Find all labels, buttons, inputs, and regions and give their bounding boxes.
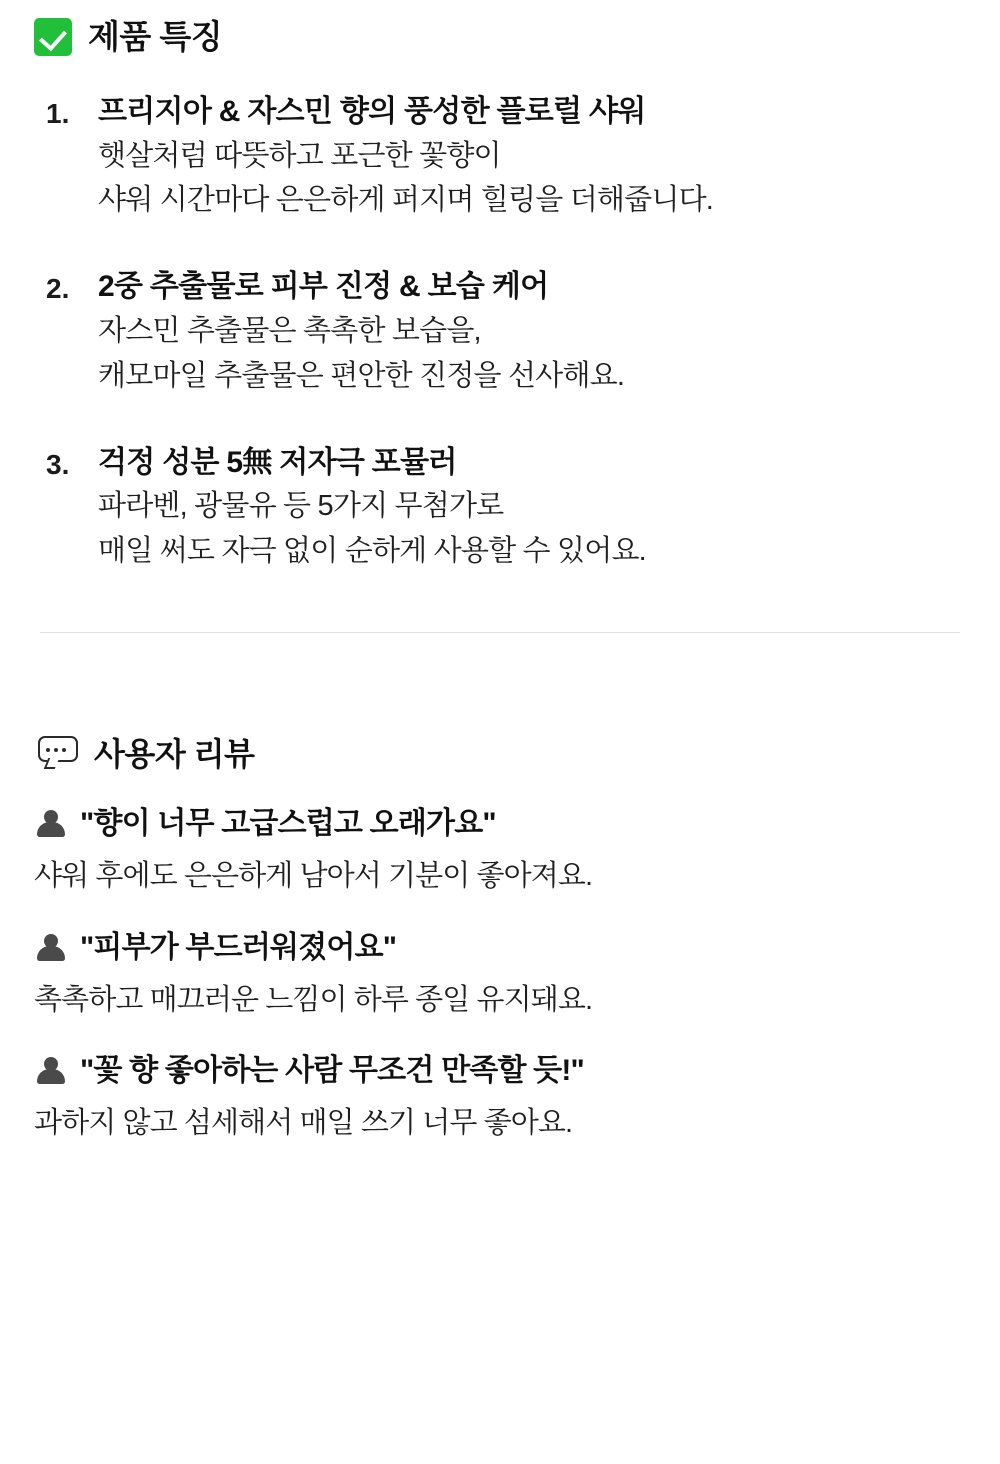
reviews-title: 사용자 리뷰 [94,736,255,773]
review-header [34,927,966,969]
features-heading [34,18,966,56]
reviews-section [34,729,966,1146]
person-icon [36,1055,66,1087]
review-header [34,1050,966,1092]
list-item [46,265,966,398]
feature-body [98,441,966,574]
list-item [34,1050,966,1146]
list-item [34,803,966,899]
list-item [34,927,966,1023]
chat-bubble-icon [38,736,78,768]
review-text: 촉촉하고 매끄러운 느낌이 하루 종일 유지돼요. [34,983,593,1016]
feature-line: 매일 써도 자극 없이 순하게 사용할 수 있어요. [98,535,646,568]
feature-number: 3. [46,448,70,480]
reviews-heading [34,729,966,775]
check-square-icon [34,18,72,56]
person-icon [36,932,66,964]
list-item [46,90,966,223]
review-header [34,803,966,845]
review-text: 과하지 않고 섬세해서 매일 쓰기 너무 좋아요. [34,1107,573,1140]
features-list [34,90,966,574]
feature-line: 샤워 시간마다 은은하게 퍼지며 힐링을 더해줍니다. [98,184,714,217]
feature-body [98,265,966,398]
review-quote: "향이 너무 고급스럽고 오래가요" [80,807,496,841]
feature-line: 햇살처럼 따뜻하고 포근한 꽃향이 [98,139,501,172]
feature-number: 2. [46,273,70,305]
feature-line: 자스민 추출물은 촉촉한 보습을, [98,314,481,347]
feature-title: 프리지아 & 자스민 향의 풍성한 플로럴 샤워 [98,95,646,128]
feature-body [98,90,966,223]
review-text: 샤워 후에도 은은하게 남아서 기분이 좋아져요. [34,860,593,893]
feature-title: 2중 추출물로 피부 진정 & 보습 케어 [98,270,549,304]
person-icon [36,808,66,840]
review-quote: "피부가 부드러워졌어요" [80,930,397,964]
features-title: 제품 특징 [88,17,223,55]
feature-line: 캐모마일 추출물은 편안한 진정을 선사해요. [98,359,625,392]
product-detail-page [0,18,1000,1464]
feature-number: 1. [46,98,70,129]
section-divider [40,632,960,633]
feature-title: 걱정 성분 5無 저자극 포뮬러 [98,445,457,479]
review-quote: "꽃 향 좋아하는 사람 무조건 만족할 듯!" [80,1054,584,1088]
list-item [46,441,966,574]
feature-line: 파라벤, 광물유 등 5가지 무첨가로 [98,490,504,523]
